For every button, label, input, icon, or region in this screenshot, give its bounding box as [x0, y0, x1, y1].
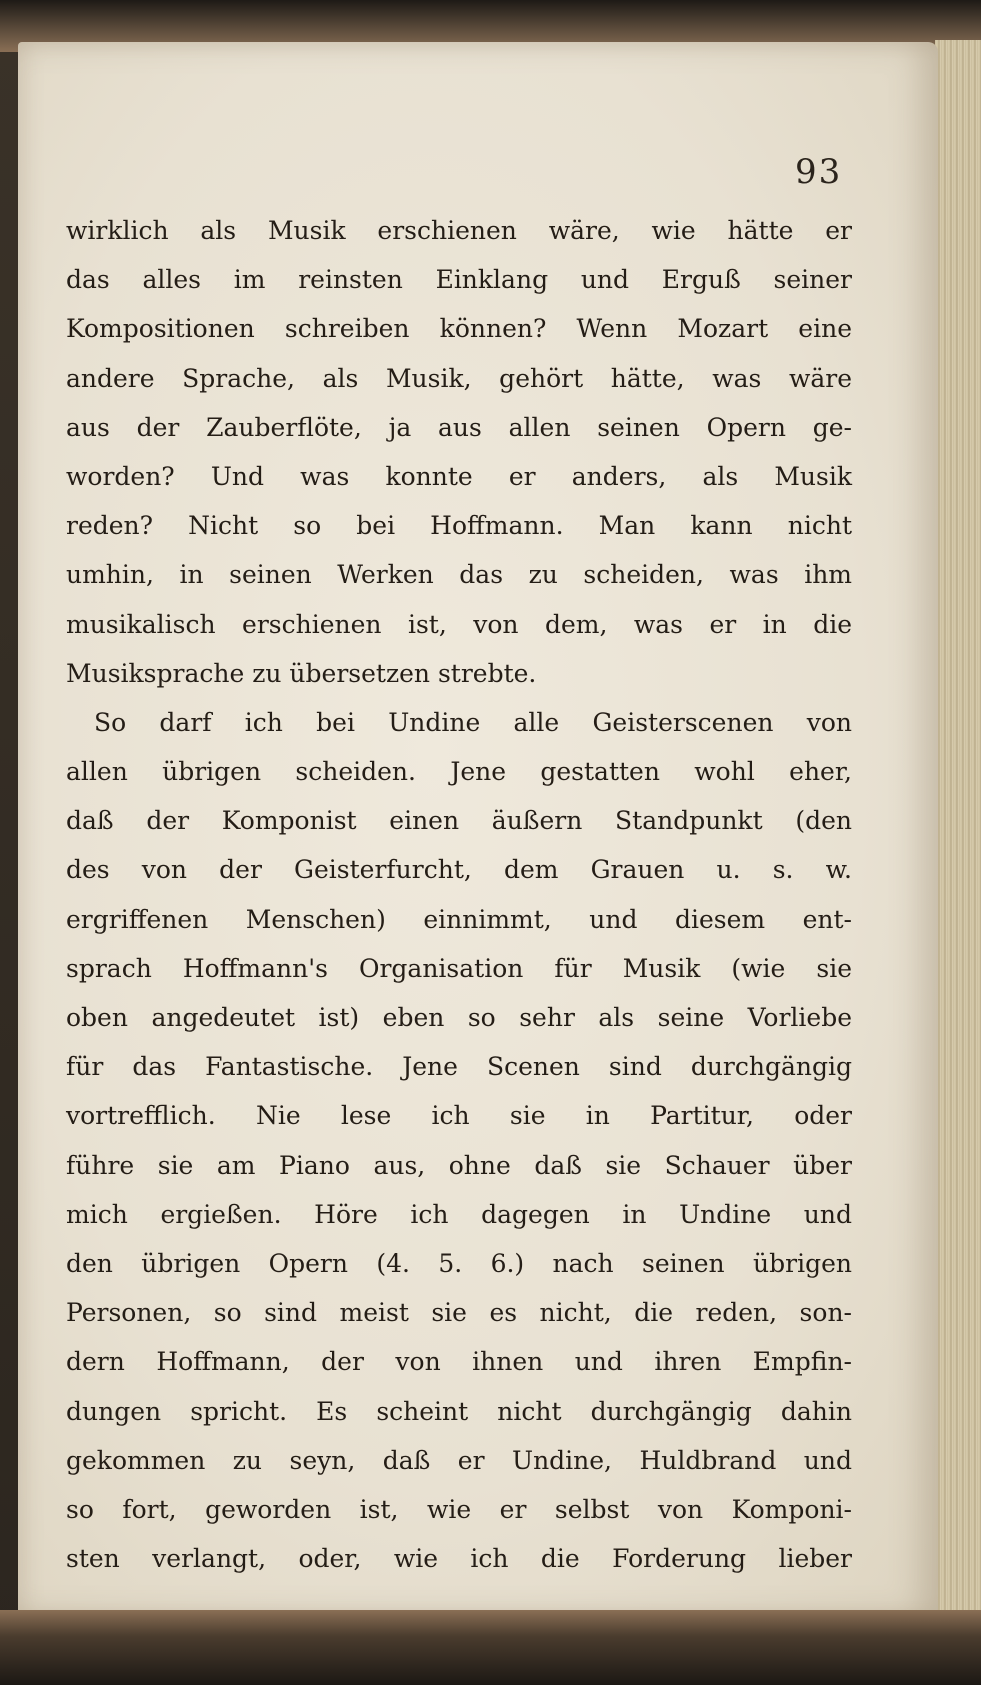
text-line: den übrigen Opern (4. 5. 6.) nach seinen übrigen [66, 1248, 852, 1278]
page-stack-edge [935, 40, 981, 1630]
text-line: daß der Komponist einen äußern Standpunkt (den [66, 806, 852, 836]
text-line: für das Fantastische. Jene Scenen sind durchgängig [66, 1052, 852, 1082]
text-line: reden? Nicht so bei Hoffmann. Man kann nicht [66, 511, 852, 541]
text-line: Musiksprache zu übersetzen strebte. [66, 658, 537, 688]
text-line: umhin, in seinen Werken das zu scheiden, was ihm [66, 560, 852, 590]
text-line: allen übrigen scheiden. Jene gestatten wohl eher, [66, 757, 852, 787]
text-line: so fort, geworden ist, wie er selbst von Komponi- [66, 1494, 852, 1524]
text-line: vortrefflich. Nie lese ich sie in Partitur, oder [66, 1101, 852, 1131]
text-line: führe sie am Piano aus, ohne daß sie Schauer über [66, 1150, 852, 1180]
text-line: dern Hoffmann, der von ihnen und ihren Empfin- [66, 1347, 852, 1377]
text-line: mich ergießen. Höre ich dagegen in Undine und [66, 1199, 852, 1229]
text-line: aus der Zauberflöte, ja aus allen seinen Opern ge- [66, 412, 852, 442]
text-line: das alles im reinsten Einklang und Erguß seiner [66, 265, 852, 295]
text-line: andere Sprache, als Musik, gehört hätte, was wäre [66, 363, 852, 393]
text-line: So darf ich bei Undine alle Geisterscenen von [94, 707, 852, 737]
page-number: 93 [795, 152, 843, 192]
text-line: sprach Hoffmann's Organisation für Musik (wie sie [66, 953, 852, 983]
text-line: dungen spricht. Es scheint nicht durchgängig dahin [66, 1396, 852, 1426]
text-line: gekommen zu seyn, daß er Undine, Huldbrand und [66, 1445, 852, 1475]
text-line: musikalisch erschienen ist, von dem, was er in die [66, 609, 852, 639]
body-text [66, 206, 852, 1583]
text-line: ergriffenen Menschen) einnimmt, und diesem ent- [66, 904, 852, 934]
text-line: wirklich als Musik erschienen wäre, wie hätte er [66, 216, 852, 245]
text-line: Personen, so sind meist sie es nicht, die reden, son- [66, 1298, 852, 1328]
text-line: des von der Geisterfurcht, dem Grauen u. s. w. [66, 855, 852, 885]
text-line: worden? Und was konnte er anders, als Musik [66, 461, 852, 491]
text-line: oben angedeutet ist) eben so sehr als seine Vorliebe [66, 1003, 852, 1032]
text-line: sten verlangt, oder, wie ich die Forderung lieber [66, 1544, 852, 1574]
book-bottom-edge [0, 1610, 981, 1685]
text-line: Kompositionen schreiben können? Wenn Mozart eine [66, 314, 852, 344]
